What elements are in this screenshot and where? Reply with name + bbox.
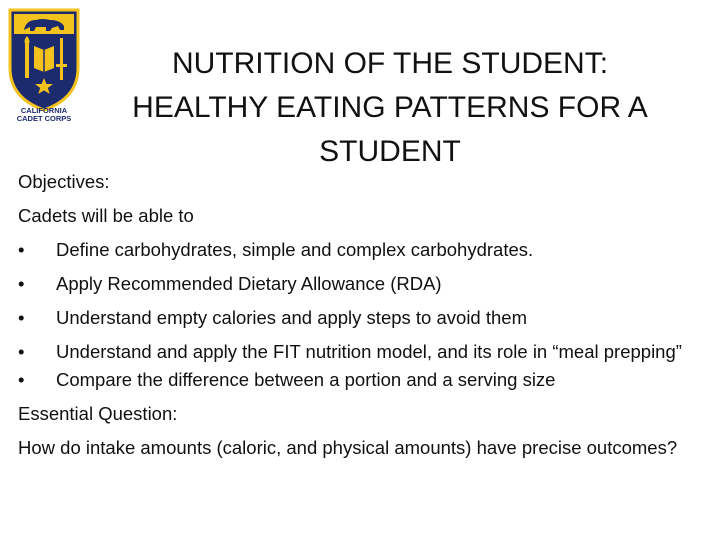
- objectives-heading: Objectives:: [18, 171, 110, 192]
- objective-item: [18, 238, 688, 261]
- slide-title: [110, 42, 670, 174]
- objective-item: [18, 306, 688, 329]
- objectives-intro: Cadets will be able to: [18, 205, 194, 226]
- california-cadet-corps-logo: [6, 6, 82, 122]
- objective-text: Understand empty calories and apply steps to avoid them: [56, 307, 527, 328]
- title-line-2: HEALTHY EATING PATTERNS FOR A: [132, 91, 648, 124]
- objective-text: Define carbohydrates, simple and complex carbohydrates.: [56, 239, 534, 260]
- objective-text: Understand and apply the FIT nutrition model, and its role in “meal prepping”: [56, 341, 682, 362]
- bullet-icon: •: [18, 239, 25, 260]
- slide-body: [18, 170, 688, 470]
- bullet-icon: •: [18, 369, 25, 390]
- essential-question-text: How do intake amounts (caloric, and physical amounts) have precise outcomes?: [18, 437, 678, 458]
- bullet-icon: •: [18, 307, 25, 328]
- bullet-icon: •: [18, 341, 25, 362]
- bullet-icon: •: [18, 273, 25, 294]
- essential-question-heading: Essential Question:: [18, 403, 178, 424]
- objective-item: [18, 368, 688, 391]
- title-line-1: NUTRITION OF THE STUDENT:: [171, 47, 609, 80]
- logo-text-california: CALIFORNIA: [20, 106, 68, 115]
- objective-text: Apply Recommended Dietary Allowance (RDA): [56, 273, 442, 294]
- logo-text-cadet-corps: CADET CORPS: [16, 114, 72, 123]
- objective-text: Compare the difference between a portion and a serving size: [56, 369, 556, 390]
- title-line-3: STUDENT: [319, 135, 461, 168]
- objective-item: [18, 340, 688, 363]
- objective-item: [18, 272, 688, 295]
